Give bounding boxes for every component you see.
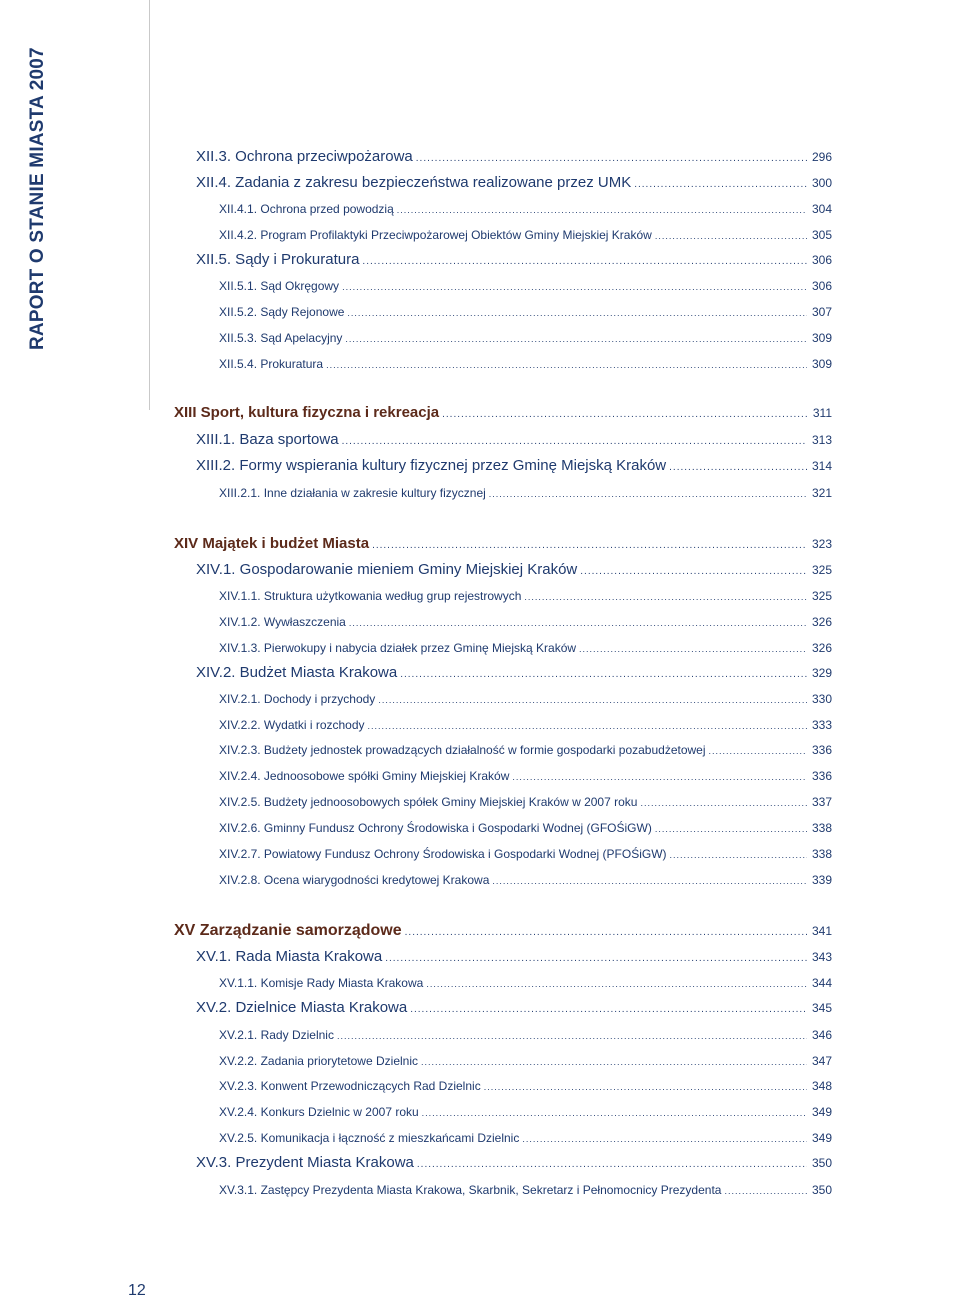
toc-entry-label: XV.2.5. Komunikacja i łączność z mieszkańcami Dzielnic: [219, 1131, 520, 1145]
toc-entry[interactable]: [196, 561, 832, 578]
leader-dots: [337, 1031, 807, 1041]
toc-entry[interactable]: [219, 486, 832, 500]
toc-entry[interactable]: [219, 1131, 832, 1145]
leader-dots: [655, 231, 807, 241]
toc-entry-label: XV.2.4. Konkurs Dzielnic w 2007 roku: [219, 1105, 419, 1119]
toc-entry-page: 309: [811, 357, 832, 371]
toc-entry-page: 346: [811, 1028, 832, 1042]
vertical-divider: [149, 0, 150, 410]
toc-entry-label: XV.2.1. Rady Dzielnic: [219, 1028, 334, 1042]
toc-entry-page: 323: [811, 537, 832, 551]
leader-dots: [349, 618, 807, 628]
leader-dots: [655, 824, 807, 834]
toc-entry[interactable]: [219, 873, 832, 887]
leader-dots: [640, 798, 807, 808]
toc-entry-page: 349: [811, 1105, 832, 1119]
toc-entry[interactable]: [219, 202, 832, 216]
toc-entry-page: 338: [811, 821, 832, 835]
toc-entry-page: 338: [811, 847, 832, 861]
toc-entry[interactable]: [196, 431, 832, 448]
leader-dots: [489, 489, 807, 499]
leader-dots: [368, 721, 807, 731]
toc-entry-label: XII.5.1. Sąd Okręgowy: [219, 279, 340, 293]
leader-dots: [342, 436, 807, 447]
leader-dots: [709, 746, 807, 756]
toc-entry-page: 311: [812, 406, 832, 420]
toc-entry[interactable]: [219, 976, 832, 990]
toc-entry-page: 325: [811, 563, 832, 577]
toc-entry-label: XIV.1.2. Wywłaszczenia: [219, 615, 346, 629]
toc-entry-label: XII.4.2. Program Profilaktyki Przeciwpożarowej Obiektów Gminy Miejskiej Kraków: [219, 228, 652, 242]
leader-dots: [400, 669, 807, 680]
leader-dots: [410, 1004, 807, 1015]
toc-entry-page: 313: [811, 433, 832, 447]
toc-entry[interactable]: [219, 769, 832, 783]
toc-entry-page: 321: [811, 486, 832, 500]
leader-dots: [442, 409, 807, 420]
toc-entry-page: 350: [811, 1183, 832, 1197]
toc-entry[interactable]: [219, 1054, 832, 1068]
toc-entry[interactable]: [196, 999, 832, 1016]
toc-entry-page: 348: [811, 1079, 832, 1093]
toc-entry-label: XV.1. Rada Miasta Krakowa: [196, 948, 383, 965]
leader-dots: [417, 1159, 807, 1170]
toc-entry-page: 305: [811, 228, 832, 242]
leader-dots: [385, 953, 807, 964]
toc-entry-label: XII.4. Zadania z zakresu bezpieczeństwa realizowane przez UMK: [196, 174, 632, 191]
leader-dots: [416, 153, 807, 164]
toc-entry[interactable]: [219, 357, 832, 371]
toc-chapter[interactable]: [174, 404, 832, 421]
toc-entry[interactable]: [196, 664, 832, 681]
toc-entry[interactable]: [219, 331, 832, 345]
toc-entry-page: 306: [811, 253, 832, 267]
toc-entry-label: XIV.2.8. Ocena wiarygodności kredytowej Krakowa: [219, 873, 490, 887]
leader-dots: [492, 876, 807, 886]
toc-entry[interactable]: [196, 1154, 832, 1171]
toc-entry[interactable]: [219, 1183, 832, 1197]
toc-entry[interactable]: [219, 821, 832, 835]
toc-entry-label: XII.3. Ochrona przeciwpożarowa: [196, 148, 413, 165]
toc-entry-page: 344: [811, 976, 832, 990]
toc-entry-label: XIV.2.1. Dochody i przychody: [219, 692, 376, 706]
toc-entry-page: 330: [811, 692, 832, 706]
toc-chapter[interactable]: [174, 922, 832, 940]
toc-entry[interactable]: [219, 795, 832, 809]
toc-entry-page: 347: [811, 1054, 832, 1068]
toc-entry[interactable]: [219, 847, 832, 861]
toc-entry-label: XV.3. Prezydent Miasta Krakowa: [196, 1154, 414, 1171]
leader-dots: [347, 308, 807, 318]
toc-entry-label: XIV.1.3. Pierwokupy i nabycia działek przez Gminę Miejską Kraków: [219, 641, 577, 655]
toc-entry-page: 296: [811, 150, 832, 164]
toc-chapter-label: XIII Sport, kultura fizyczna i rekreacja: [174, 404, 440, 421]
toc-entry-label: XII.5.3. Sąd Apelacyjny: [219, 331, 343, 345]
toc-entry-label: XII.5. Sądy i Prokuratura: [196, 251, 360, 268]
page-number: 12: [128, 1282, 146, 1299]
toc-entry-page: 307: [811, 305, 832, 319]
toc-entry-label: XV.2. Dzielnice Miasta Krakowa: [196, 999, 408, 1016]
toc-entry[interactable]: [219, 615, 832, 629]
toc-entry-label: XIV.2.6. Gminny Fundusz Ochrony Środowiska i Gospodarki Wodnej (GFOŚiGW): [219, 821, 652, 835]
toc-entry-label: XIV.2.4. Jednoosobowe spółki Gminy Miejskiej Kraków: [219, 769, 510, 783]
toc-entry-page: 337: [811, 795, 832, 809]
toc-entry-page: 350: [811, 1156, 832, 1170]
leader-dots: [579, 644, 807, 654]
leader-dots: [345, 334, 807, 344]
leader-dots: [362, 256, 807, 267]
toc-entry-page: 326: [811, 615, 832, 629]
toc-entry[interactable]: [219, 228, 832, 242]
leader-dots: [372, 540, 807, 551]
toc-entry-page: 339: [811, 873, 832, 887]
leader-dots: [405, 927, 807, 938]
toc-entry-label: XIV.2. Budżet Miasta Krakowa: [196, 664, 398, 681]
toc-entry[interactable]: [219, 305, 832, 319]
toc-entry[interactable]: [196, 948, 832, 965]
toc-entry-page: 326: [811, 641, 832, 655]
toc-entry-page: 343: [811, 950, 832, 964]
leader-dots: [522, 1134, 807, 1144]
leader-dots: [421, 1057, 807, 1067]
toc-entry-page: 306: [811, 279, 832, 293]
leader-dots: [422, 1108, 807, 1118]
toc-entry[interactable]: [219, 1079, 832, 1093]
toc-entry-page: 336: [811, 743, 832, 757]
toc-entry-page: 333: [811, 718, 832, 732]
toc-chapter[interactable]: [174, 535, 832, 552]
toc-entry-label: XII.4.1. Ochrona przed powodzią: [219, 202, 394, 216]
leader-dots: [484, 1082, 807, 1092]
toc-entry-page: 300: [811, 176, 832, 190]
toc-entry[interactable]: [196, 251, 832, 268]
leader-dots: [524, 592, 807, 602]
leader-dots: [426, 979, 807, 989]
toc-entry-page: 314: [811, 459, 832, 473]
leader-dots: [580, 566, 807, 577]
leader-dots: [342, 282, 807, 292]
toc-entry[interactable]: [219, 1105, 832, 1119]
toc-entry-page: 309: [811, 331, 832, 345]
toc-entry-page: 345: [811, 1001, 832, 1015]
side-title: RAPORT O STANIE MIASTA 2007: [27, 47, 48, 350]
toc-entry-label: XIV.2.5. Budżety jednoosobowych spółek Gminy Miejskiej Kraków w 2007 roku: [219, 795, 638, 809]
toc-chapter-label: XV Zarządzanie samorządowe: [174, 922, 402, 939]
toc-entry-page: 329: [811, 666, 832, 680]
leader-dots: [634, 179, 807, 190]
toc-entry-label: XIV.2.7. Powiatowy Fundusz Ochrony Środowiska i Gospodarki Wodnej (PFOŚiGW): [219, 847, 667, 861]
toc-entry-label: XV.3.1. Zastępcy Prezydenta Miasta Krakowa, Skarbnik, Sekretarz i Pełnomocnicy Prezydenta: [219, 1183, 722, 1197]
toc-entry[interactable]: [219, 718, 832, 732]
toc-entry-label: XV.1.1. Komisje Rady Miasta Krakowa: [219, 976, 424, 990]
leader-dots: [378, 695, 807, 705]
toc-entry[interactable]: [219, 743, 832, 757]
toc-entry-label: XIV.1.1. Struktura użytkowania według grup rejestrowych: [219, 589, 522, 603]
toc-entry-page: 341: [811, 924, 832, 938]
toc-entry[interactable]: [196, 457, 832, 474]
toc-entry-label: XII.5.4. Prokuratura: [219, 357, 324, 371]
toc-entry-label: XIII.1. Baza sportowa: [196, 431, 339, 448]
toc-entry[interactable]: [219, 279, 832, 293]
toc-entry-label: XIII.2. Formy wspierania kultury fizycznej przez Gminę Miejską Kraków: [196, 457, 667, 474]
toc-entry-label: XV.2.3. Konwent Przewodniczących Rad Dzielnic: [219, 1079, 481, 1093]
toc-entry-page: 336: [811, 769, 832, 783]
leader-dots: [326, 360, 807, 370]
toc-entry-label: XIV.1. Gospodarowanie mieniem Gminy Miejskiej Kraków: [196, 561, 578, 578]
toc-entry-page: 349: [811, 1131, 832, 1145]
toc-entry[interactable]: [196, 174, 832, 191]
leader-dots: [669, 462, 807, 473]
toc-entry-label: XIII.2.1. Inne działania w zakresie kultury fizycznej: [219, 486, 486, 500]
toc-entry-label: XV.2.2. Zadania priorytetowe Dzielnic: [219, 1054, 418, 1068]
toc-entry[interactable]: [219, 1028, 832, 1042]
leader-dots: [724, 1186, 807, 1196]
toc-entry-page: 325: [811, 589, 832, 603]
leader-dots: [512, 772, 807, 782]
toc-entry-label: XIV.2.3. Budżety jednostek prowadzących działalność w formie gospodarki pozabudżetowej: [219, 743, 706, 757]
leader-dots: [670, 850, 807, 860]
toc-chapter-label: XIV Majątek i budżet Miasta: [174, 535, 370, 552]
toc-entry[interactable]: [219, 641, 832, 655]
leader-dots: [397, 205, 807, 215]
toc-entry[interactable]: [219, 692, 832, 706]
toc-entry[interactable]: [196, 148, 832, 165]
toc-entry-label: XII.5.2. Sądy Rejonowe: [219, 305, 345, 319]
toc-entry[interactable]: [219, 589, 832, 603]
toc-entry-page: 304: [811, 202, 832, 216]
toc-entry-label: XIV.2.2. Wydatki i rozchody: [219, 718, 365, 732]
